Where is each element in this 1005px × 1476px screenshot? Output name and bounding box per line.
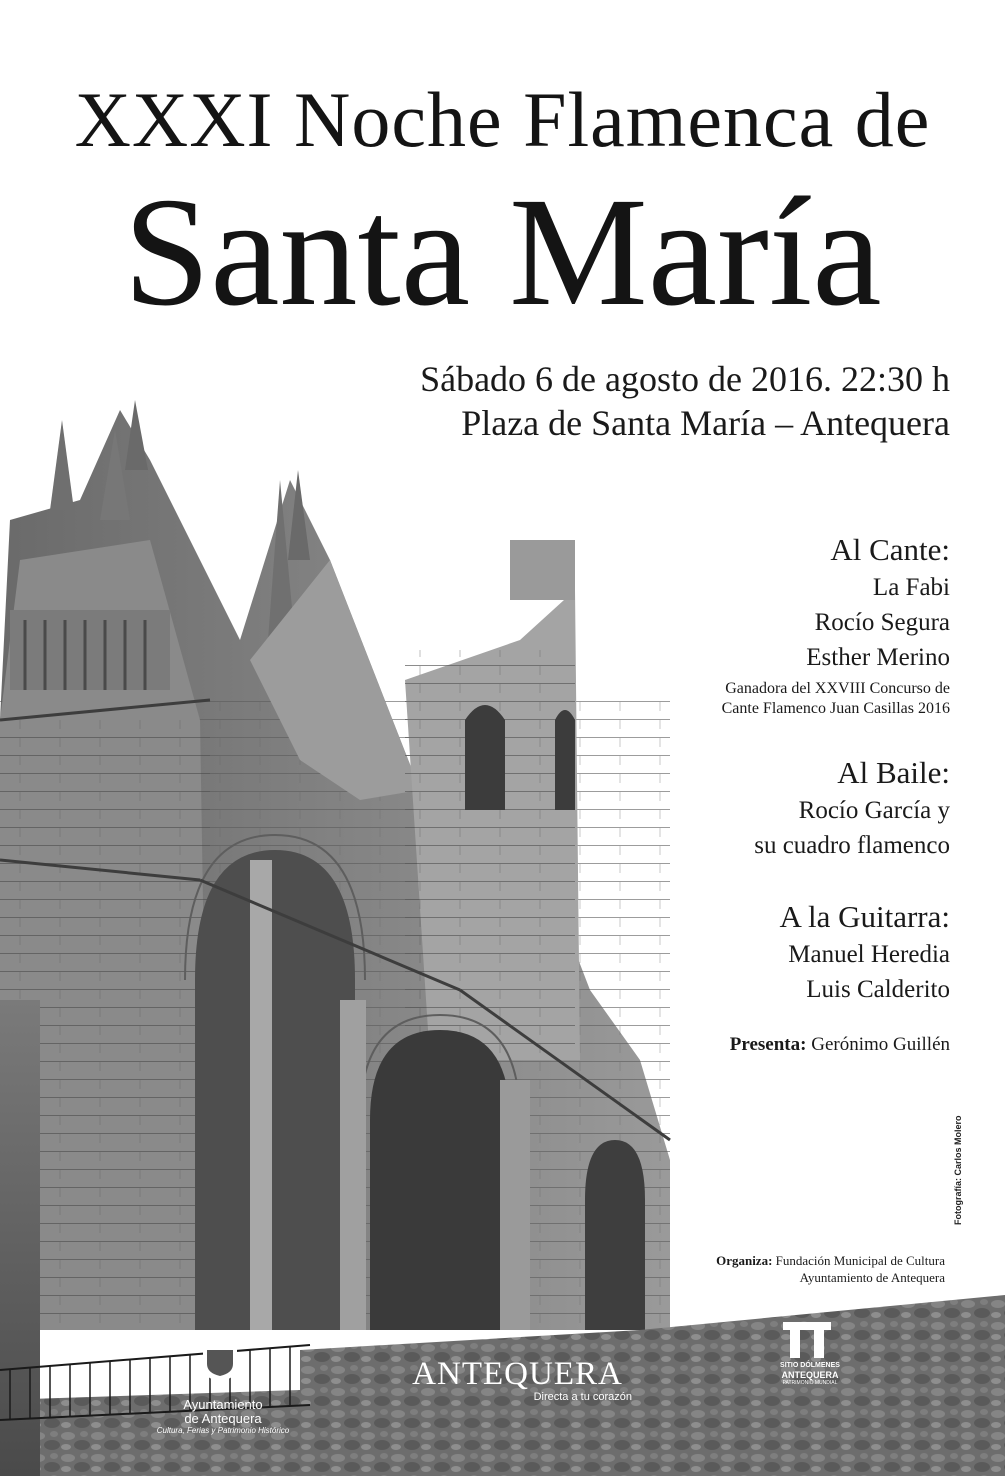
ayuntamiento-logo xyxy=(143,1398,303,1436)
antequera-logo xyxy=(395,1357,640,1403)
ayuntamiento-line-1: Ayuntamiento xyxy=(183,1397,263,1412)
photo-credit: Fotografía: Carlos Molero xyxy=(953,1115,963,1225)
guitarra-artist: Luis Calderito xyxy=(806,976,950,1003)
antequera-wordmark: ANTEQUERA xyxy=(412,1356,623,1392)
lineup xyxy=(530,530,950,1057)
event-place: Plaza de Santa María – Antequera xyxy=(461,403,950,443)
presenta-label: Presenta: xyxy=(729,1034,807,1055)
dolmenes-line-1: SITIO DÓLMENES xyxy=(780,1362,840,1369)
ayuntamiento-line-2: de Antequera xyxy=(184,1411,262,1426)
guitarra-heading: A la Guitarra: xyxy=(779,899,950,934)
organiza-label: Organiza: xyxy=(716,1253,773,1268)
ayuntamiento-crest-icon xyxy=(203,1336,237,1382)
presenta xyxy=(530,1033,950,1057)
baile-artist: su cuadro flamenco xyxy=(754,832,950,859)
cante-artist: Esther Merino xyxy=(806,644,950,671)
cante-heading: Al Cante: xyxy=(830,532,950,567)
guitarra-artist: Manuel Heredia xyxy=(788,941,950,968)
organiza-line-2: Ayuntamiento de Antequera xyxy=(799,1270,945,1285)
baile-heading: Al Baile: xyxy=(837,755,950,790)
dolmenes-line-2: ANTEQUERA xyxy=(781,1370,839,1380)
organiza-line-1: Fundación Municipal de Cultura xyxy=(775,1253,945,1268)
antequera-tagline: Directa a tu corazón xyxy=(533,1391,632,1403)
title-line-2: Santa María xyxy=(123,165,882,338)
dolmenes-line-3: PATRIMONIO MUNDIAL xyxy=(782,1380,838,1386)
cante-artist: La Fabi xyxy=(872,574,950,601)
cante-artist: Rocío Segura xyxy=(814,609,950,636)
ayuntamiento-line-3: Cultura, Ferias y Patrimonio Histórico xyxy=(156,1426,290,1435)
event-date-time: Sábado 6 de agosto de 2016. 22:30 h xyxy=(420,359,950,399)
cante-note-line-2: Cante Flamenco Juan Casillas 2016 xyxy=(721,700,950,717)
organiza xyxy=(716,1252,945,1286)
cante-note-line-1: Ganadora del XXVIII Concurso de xyxy=(725,680,950,697)
cante-note xyxy=(530,679,950,719)
dolmenes-logo xyxy=(775,1362,845,1387)
baile-artist: Rocío García y xyxy=(798,797,950,824)
title-line-1: XXXI Noche Flamenca de xyxy=(74,76,931,163)
presenta-name: Gerónimo Guillén xyxy=(811,1034,950,1055)
event-info xyxy=(420,357,950,445)
